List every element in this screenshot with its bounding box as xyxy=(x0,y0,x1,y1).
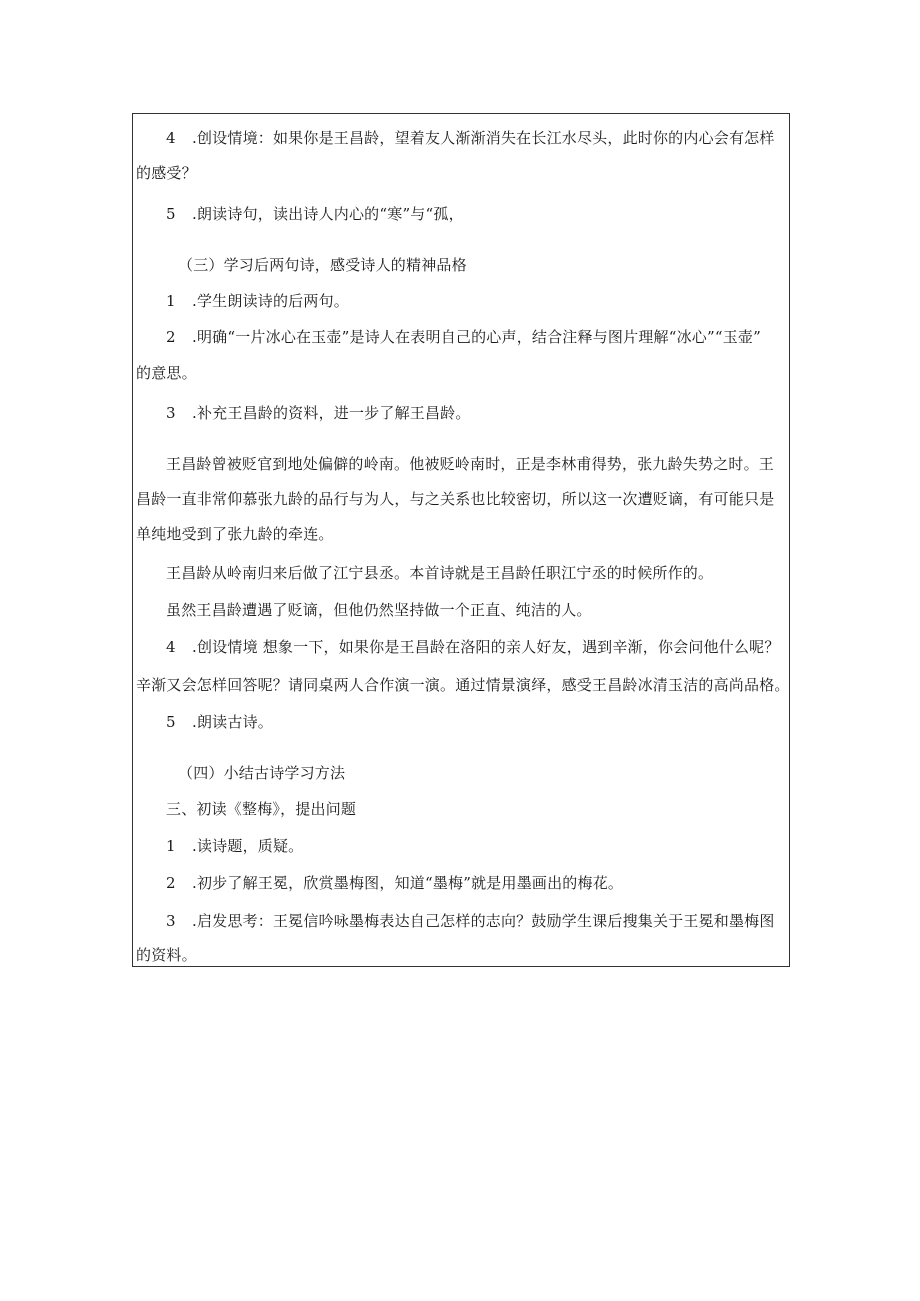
line-text: 单纯地受到了张九龄的牵连。 xyxy=(136,525,334,543)
section-heading-text: （三）学习后两句诗，感受诗人的精神品格 xyxy=(178,256,467,274)
step-text: .启发思考：王冕信吟咏墨梅表达自己怎样的志向？鼓励学生课后搜集关于王冕和墨梅图 xyxy=(192,912,775,930)
section-4-heading xyxy=(136,764,830,782)
step-text: .补充王昌龄的资料，进一步了解王昌龄。 xyxy=(192,404,471,422)
section-3-heading xyxy=(136,256,830,274)
step-number: 2 xyxy=(166,328,176,346)
line-text: 的资料。 xyxy=(136,946,197,964)
step-number: 3 xyxy=(166,404,176,422)
step-number: 4 xyxy=(166,129,176,147)
step-1-read-last-lines xyxy=(136,292,818,310)
part-3-heading xyxy=(136,800,818,818)
line-text: 昌龄一直非常仰慕张九龄的品行与为人，与之关系也比较密切，所以这一次遭贬谪，有可能只是 xyxy=(136,490,775,508)
step-number: 1 xyxy=(166,837,176,855)
step-5-read-poem xyxy=(136,713,818,731)
line-text: 王昌龄曾被贬官到地处偏僻的岭南。他被贬岭南时，正是李林甫得势，张九龄失势之时。王 xyxy=(166,455,775,473)
line-text: 的意思。 xyxy=(136,364,197,382)
step-3-supplement xyxy=(136,404,818,422)
step-4-roleplay xyxy=(136,638,818,656)
step-number: 3 xyxy=(166,912,176,930)
step-text: .读诗题，质疑。 xyxy=(192,837,304,855)
line-text: 辛渐又会怎样回答呢？请同桌两人合作演一演。通过情景演绎，感受王昌龄冰清玉洁的高尚品格。 xyxy=(136,676,790,694)
section-heading-text: 三、初读《整梅》，提出问题 xyxy=(166,800,357,818)
step-number: 4 xyxy=(166,638,176,656)
step-3-inspire xyxy=(136,912,818,930)
step-text: .创设情境 想象一下，如果你是王昌龄在洛阳的亲人好友，遇到辛渐，你会问他什么呢？ xyxy=(192,638,780,656)
bio-paragraph-line-2 xyxy=(136,490,788,508)
step-text: .初步了解王冕，欣赏墨梅图，知道“墨梅”就是用墨画出的梅花。 xyxy=(192,874,624,892)
step-3-continuation xyxy=(136,946,788,964)
step-number: 5 xyxy=(166,205,176,223)
step-text: .朗读古诗。 xyxy=(192,713,273,731)
step-4-continuation xyxy=(136,164,788,182)
step-4-roleplay-continuation xyxy=(136,676,788,694)
step-number: 2 xyxy=(166,874,176,892)
step-number: 1 xyxy=(166,292,176,310)
step-text: .创设情境：如果你是王昌龄，望着友人渐渐消失在长江水尽头，此时你的内心会有怎样 xyxy=(192,129,775,147)
line-text: 王昌龄从岭南归来后做了江宁县丞。本首诗就是王昌龄任职江宁丞的时候所作的。 xyxy=(166,564,714,582)
step-2-clarify xyxy=(136,328,818,346)
step-text: .明确“一片冰心在玉壶”是诗人在表明自己的心声，结合注释与图片理解“冰心”“玉壶” xyxy=(192,328,761,346)
step-2-learn-wangmian xyxy=(136,874,818,892)
step-text: .朗读诗句，读出诗人内心的“寒”与“孤， xyxy=(192,205,464,223)
step-5-read xyxy=(136,205,818,223)
bio-paragraph-2 xyxy=(136,564,818,582)
bio-paragraph-line-3 xyxy=(136,525,788,543)
step-text: .学生朗读诗的后两句。 xyxy=(192,292,349,310)
step-2-continuation xyxy=(136,364,788,382)
step-number: 5 xyxy=(166,713,176,731)
bio-paragraph-3 xyxy=(136,601,818,619)
line-text: 虽然王昌龄遭遇了贬谪，但他仍然坚持做一个正直、纯洁的人。 xyxy=(166,601,592,619)
line-text: 的感受？ xyxy=(136,164,197,182)
step-4-situation xyxy=(136,129,818,147)
step-1-read-title xyxy=(136,837,818,855)
bio-paragraph-line-1 xyxy=(136,455,818,473)
section-heading-text: （四）小结古诗学习方法 xyxy=(178,764,346,782)
